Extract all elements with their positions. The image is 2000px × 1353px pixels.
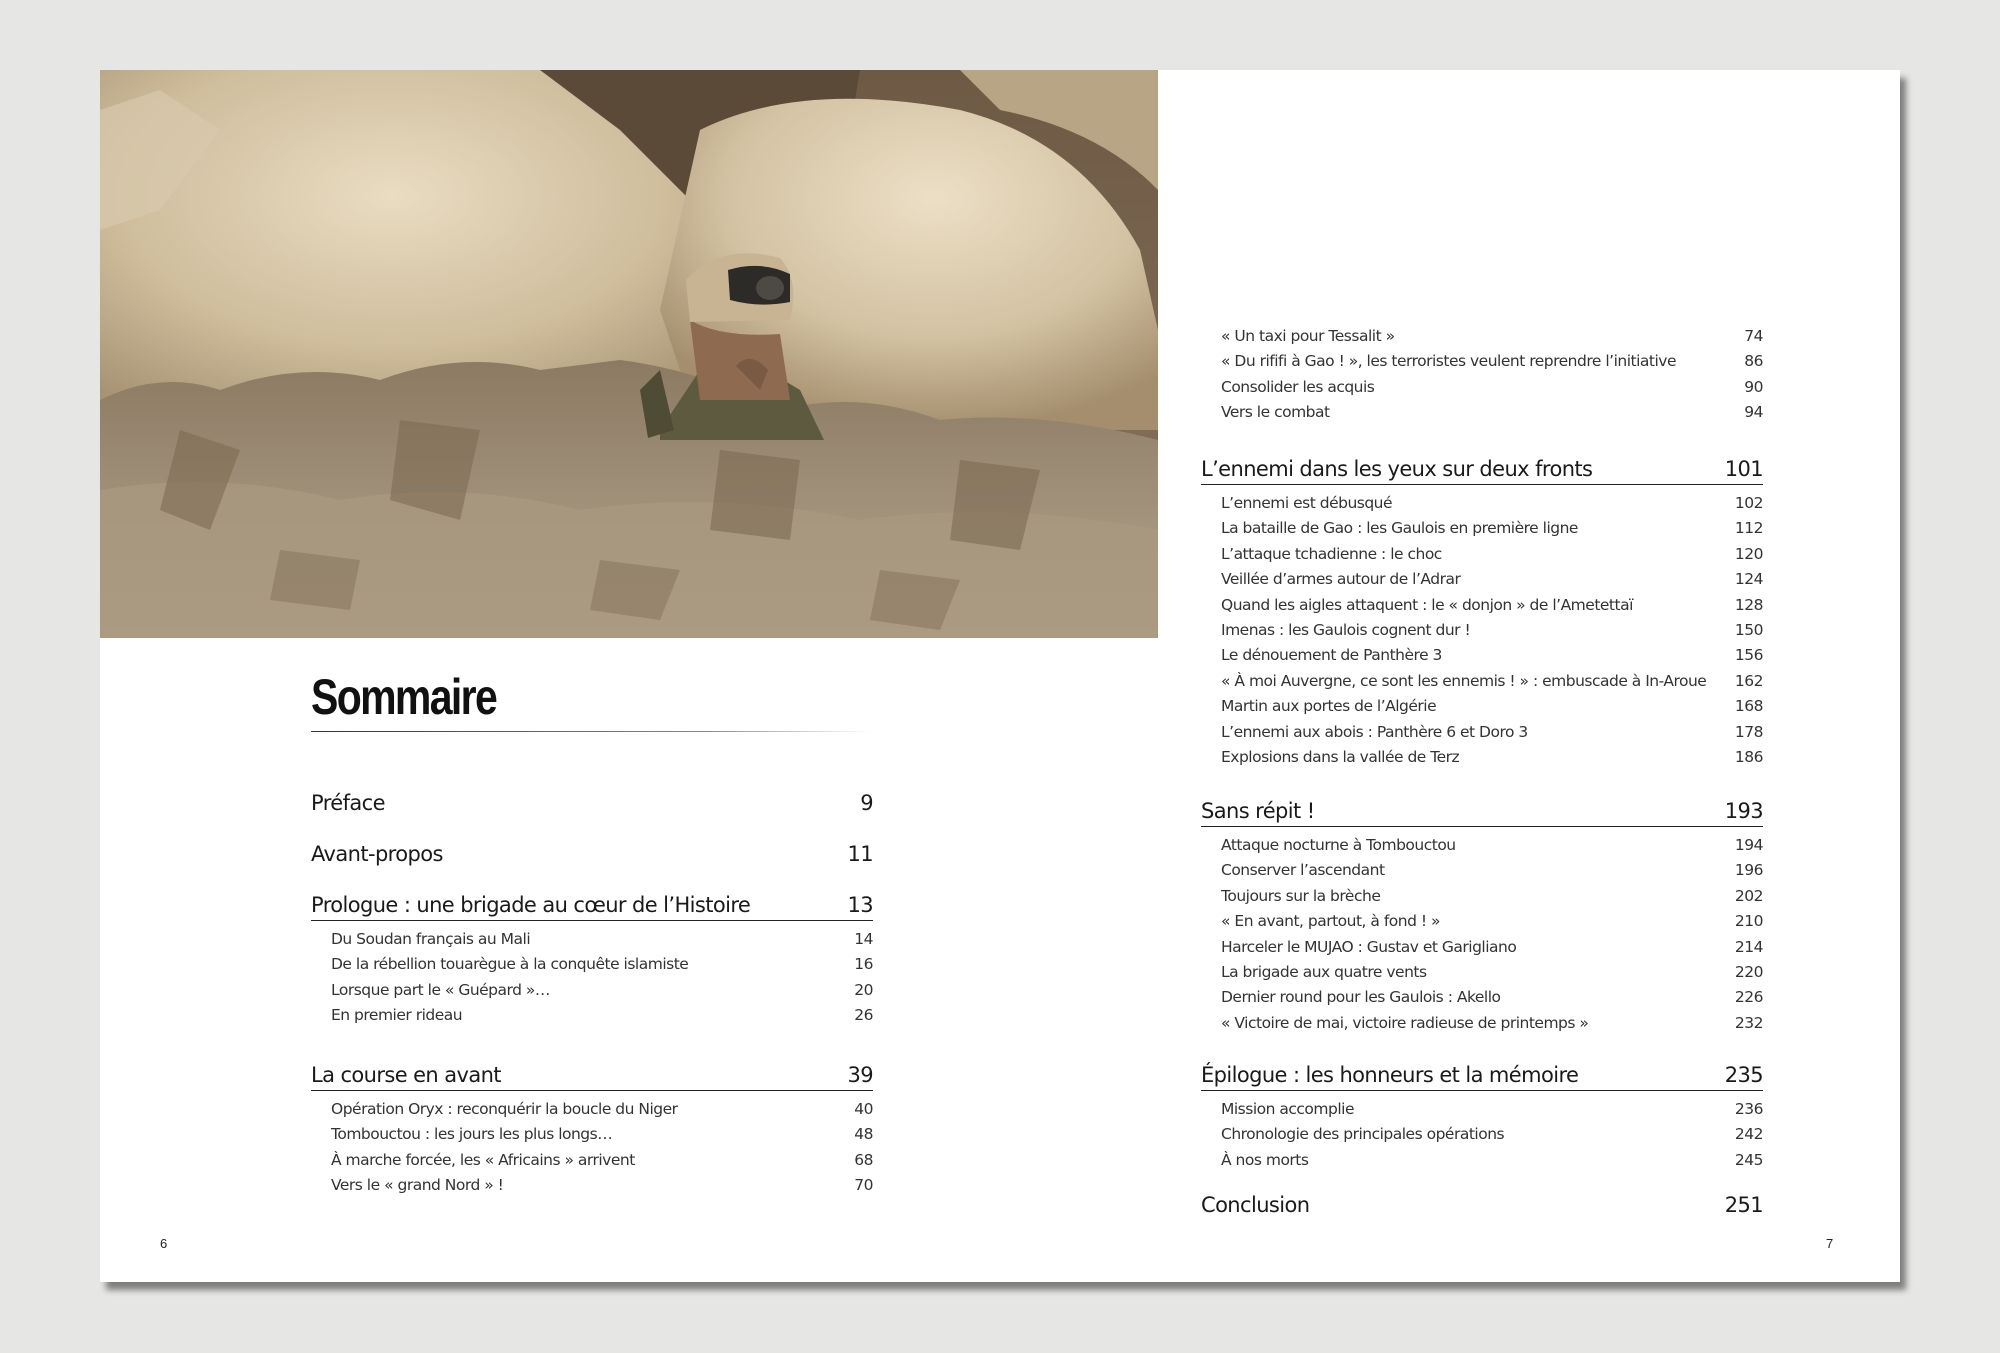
toc-entry-title: Martin aux portes de l’Algérie bbox=[1221, 697, 1437, 716]
toc-entry-page: 194 bbox=[1734, 836, 1763, 854]
toc-entry-title: Mission accomplie bbox=[1221, 1100, 1354, 1118]
toc-section-title: L’ennemi dans les yeux sur deux fronts bbox=[1201, 457, 1593, 481]
toc-entry-page: 94 bbox=[1744, 403, 1763, 422]
toc-entry-title: La bataille de Gao : les Gaulois en première ligne bbox=[1221, 519, 1578, 538]
toc-entry-page: 178 bbox=[1734, 722, 1763, 741]
toc-entry-list bbox=[311, 927, 873, 1029]
toc-section bbox=[1201, 1190, 1763, 1220]
toc-entry[interactable] bbox=[1201, 745, 1763, 770]
toc-entry-title: Lorsque part le « Guépard »… bbox=[331, 980, 550, 999]
toc-entry[interactable] bbox=[1201, 909, 1763, 934]
toc-entry-page: 162 bbox=[1734, 671, 1763, 690]
toc-section bbox=[1201, 796, 1763, 1036]
toc-entry-title: L’attaque tchadienne : le choc bbox=[1221, 544, 1442, 563]
toc-entry-title: Toujours sur la brèche bbox=[1221, 886, 1381, 905]
toc-entry[interactable] bbox=[1201, 593, 1763, 618]
toc-entry-page: 196 bbox=[1734, 861, 1763, 880]
toc-entry-page: 16 bbox=[854, 955, 873, 974]
toc-section-heading[interactable] bbox=[1201, 1060, 1763, 1091]
toc-entry[interactable] bbox=[1201, 643, 1763, 668]
toc-entry[interactable] bbox=[1201, 324, 1763, 349]
toc-entry-title: La brigade aux quatre vents bbox=[1221, 962, 1427, 981]
toc-entry-title: Tombouctou : les jours les plus longs… bbox=[331, 1125, 613, 1144]
toc-entry-title: « Un taxi pour Tessalit » bbox=[1221, 327, 1395, 345]
soldier-photo bbox=[100, 70, 1158, 638]
toc-entry-title: Du Soudan français au Mali bbox=[331, 930, 531, 948]
toc-entry[interactable] bbox=[1201, 1122, 1763, 1147]
page-title: Sommaire bbox=[311, 669, 497, 725]
toc-entry-list bbox=[1201, 491, 1763, 770]
toc-section bbox=[311, 890, 873, 1029]
toc-entry[interactable] bbox=[311, 978, 873, 1003]
toc-entry[interactable] bbox=[1201, 833, 1763, 858]
toc-entry-title: « À moi Auvergne, ce sont les ennemis ! » : embuscade à In-Aroue bbox=[1221, 671, 1707, 690]
toc-entry-title: Vers le « grand Nord » ! bbox=[331, 1176, 504, 1195]
toc-entry-page: 68 bbox=[854, 1150, 873, 1169]
toc-entry[interactable] bbox=[311, 952, 873, 977]
toc-entry-page: 74 bbox=[1744, 327, 1763, 345]
book-spread bbox=[100, 70, 1900, 1282]
toc-section-heading[interactable] bbox=[1201, 1190, 1763, 1220]
toc-entry-page: 156 bbox=[1734, 646, 1763, 665]
toc-entry-title: Imenas : les Gaulois cognent dur ! bbox=[1221, 620, 1471, 639]
toc-entry-page: 128 bbox=[1734, 595, 1763, 614]
toc-entry-list bbox=[1201, 1097, 1763, 1173]
toc-entry-title: « Victoire de mai, victoire radieuse de printemps » bbox=[1221, 1013, 1589, 1032]
toc-entry-title: L’ennemi aux abois : Panthère 6 et Doro 3 bbox=[1221, 722, 1528, 741]
toc-entry-page: 20 bbox=[854, 980, 873, 999]
toc-entry-page: 40 bbox=[854, 1100, 873, 1118]
toc-section-page: 193 bbox=[1724, 799, 1763, 823]
toc-section-heading[interactable] bbox=[311, 788, 873, 818]
toc-entry-page: 214 bbox=[1734, 937, 1763, 956]
page-number-left: 6 bbox=[160, 1236, 168, 1251]
toc-entry-title: En premier rideau bbox=[331, 1006, 463, 1025]
toc-entry-page: 150 bbox=[1734, 620, 1763, 639]
toc-section-heading[interactable] bbox=[311, 1060, 873, 1091]
toc-entry-title: Conserver l’ascendant bbox=[1221, 861, 1385, 880]
toc-entry[interactable] bbox=[1201, 935, 1763, 960]
toc-entry[interactable] bbox=[311, 1148, 873, 1173]
toc-entry-page: 232 bbox=[1734, 1013, 1763, 1032]
toc-entry[interactable] bbox=[1201, 375, 1763, 400]
toc-entry-page: 245 bbox=[1734, 1150, 1763, 1169]
toc-entry-page: 70 bbox=[854, 1176, 873, 1195]
toc-section-heading[interactable] bbox=[1201, 454, 1763, 485]
toc-entry-title: Dernier round pour les Gaulois : Akello bbox=[1221, 988, 1501, 1007]
toc-section-page: 235 bbox=[1724, 1063, 1763, 1087]
toc-section bbox=[311, 839, 873, 869]
toc-section bbox=[1201, 454, 1763, 770]
toc-entry-list bbox=[1201, 324, 1763, 426]
toc-entry-title: De la rébellion touarègue à la conquête islamiste bbox=[331, 955, 689, 974]
toc-entry[interactable] bbox=[311, 1122, 873, 1147]
toc-entry-title: « Du rififi à Gao ! », les terroristes veulent reprendre l’initiative bbox=[1221, 352, 1676, 371]
toc-entry-page: 112 bbox=[1734, 519, 1763, 538]
toc-entry-list bbox=[1201, 833, 1763, 1036]
toc-entry-title: Explosions dans la vallée de Terz bbox=[1221, 747, 1460, 766]
toc-entry[interactable] bbox=[1201, 960, 1763, 985]
toc-entry-page: 102 bbox=[1734, 494, 1763, 512]
toc-entry-title: Quand les aigles attaquent : le « donjon » de l’Ametettaï bbox=[1221, 595, 1633, 614]
toc-section-title: Préface bbox=[311, 791, 385, 815]
toc-section-title: Avant-propos bbox=[311, 842, 443, 866]
toc-entry-title: À marche forcée, les « Africains » arrivent bbox=[331, 1150, 635, 1169]
toc-continued bbox=[1201, 324, 1763, 426]
toc-entry-title: Vers le combat bbox=[1221, 403, 1330, 422]
toc-entry-page: 242 bbox=[1734, 1125, 1763, 1144]
toc-section-page: 39 bbox=[847, 1063, 873, 1087]
toc-section bbox=[1201, 1060, 1763, 1173]
toc-entry[interactable] bbox=[1201, 669, 1763, 694]
toc-entry-page: 186 bbox=[1734, 747, 1763, 766]
page-number-right: 7 bbox=[1826, 1236, 1834, 1251]
toc-entry-page: 90 bbox=[1744, 377, 1763, 396]
title-rule bbox=[311, 731, 871, 732]
toc-entry-title: Harceler le MUJAO : Gustav et Garigliano bbox=[1221, 937, 1517, 956]
toc-entry[interactable] bbox=[1201, 516, 1763, 541]
toc-entry[interactable] bbox=[1201, 985, 1763, 1010]
toc-entry[interactable] bbox=[311, 1097, 873, 1122]
toc-entry-title: Attaque nocturne à Tombouctou bbox=[1221, 836, 1456, 854]
toc-section-title: Épilogue : les honneurs et la mémoire bbox=[1201, 1063, 1579, 1087]
toc-entry-page: 202 bbox=[1734, 886, 1763, 905]
toc-entry[interactable] bbox=[1201, 720, 1763, 745]
toc-entry-page: 226 bbox=[1734, 988, 1763, 1007]
toc-entry-page: 210 bbox=[1734, 912, 1763, 931]
toc-section-page: 251 bbox=[1724, 1193, 1763, 1217]
toc-entry-title: Consolider les acquis bbox=[1221, 377, 1375, 396]
toc-entry-title: Le dénouement de Panthère 3 bbox=[1221, 646, 1442, 665]
toc-entry-list bbox=[311, 1097, 873, 1199]
toc-entry[interactable] bbox=[1201, 542, 1763, 567]
toc-entry[interactable] bbox=[1201, 400, 1763, 425]
toc-entry-title: Chronologie des principales opérations bbox=[1221, 1125, 1505, 1144]
toc-section-page: 9 bbox=[860, 791, 873, 815]
toc-entry-title: À nos morts bbox=[1221, 1150, 1309, 1169]
toc-section-title: Prologue : une brigade au cœur de l’Histoire bbox=[311, 893, 751, 917]
toc-section-title: Conclusion bbox=[1201, 1193, 1310, 1217]
toc-entry[interactable] bbox=[1201, 491, 1763, 516]
toc-entry[interactable] bbox=[1201, 694, 1763, 719]
toc-section-title: La course en avant bbox=[311, 1063, 501, 1087]
toc-entry-page: 26 bbox=[854, 1006, 873, 1025]
toc-entry[interactable] bbox=[311, 1173, 873, 1198]
toc-entry[interactable] bbox=[311, 927, 873, 952]
toc-section-page: 13 bbox=[847, 893, 873, 917]
toc-entry-page: 220 bbox=[1734, 962, 1763, 981]
toc-section-heading[interactable] bbox=[1201, 796, 1763, 827]
toc-entry[interactable] bbox=[1201, 1097, 1763, 1122]
toc-entry[interactable] bbox=[1201, 567, 1763, 592]
toc-section-heading[interactable] bbox=[311, 890, 873, 921]
toc-section bbox=[311, 788, 873, 818]
toc-entry[interactable] bbox=[1201, 1011, 1763, 1036]
toc-entry-page: 124 bbox=[1734, 570, 1763, 589]
toc-entry-title: Opération Oryx : reconquérir la boucle du Niger bbox=[331, 1100, 678, 1118]
toc-section-page: 101 bbox=[1724, 457, 1763, 481]
toc-entry-title: « En avant, partout, à fond ! » bbox=[1221, 912, 1440, 931]
toc-section-title: Sans répit ! bbox=[1201, 799, 1315, 823]
toc-entry[interactable] bbox=[311, 1003, 873, 1028]
toc-section-heading[interactable] bbox=[311, 839, 873, 869]
toc-entry-title: Veillée d’armes autour de l’Adrar bbox=[1221, 570, 1461, 589]
toc-entry-page: 120 bbox=[1734, 544, 1763, 563]
toc-entry[interactable] bbox=[1201, 349, 1763, 374]
toc-entry-page: 14 bbox=[854, 930, 873, 948]
toc-section-page: 11 bbox=[847, 842, 873, 866]
toc-entry-page: 168 bbox=[1734, 697, 1763, 716]
toc-entry[interactable] bbox=[1201, 858, 1763, 883]
toc-entry[interactable] bbox=[1201, 1148, 1763, 1173]
toc-entry-page: 48 bbox=[854, 1125, 873, 1144]
toc-entry[interactable] bbox=[1201, 618, 1763, 643]
toc-entry-title: L’ennemi est débusqué bbox=[1221, 494, 1393, 512]
toc-entry-page: 236 bbox=[1734, 1100, 1763, 1118]
toc-entry[interactable] bbox=[1201, 884, 1763, 909]
toc-section bbox=[311, 1060, 873, 1199]
toc-entry-page: 86 bbox=[1744, 352, 1763, 371]
